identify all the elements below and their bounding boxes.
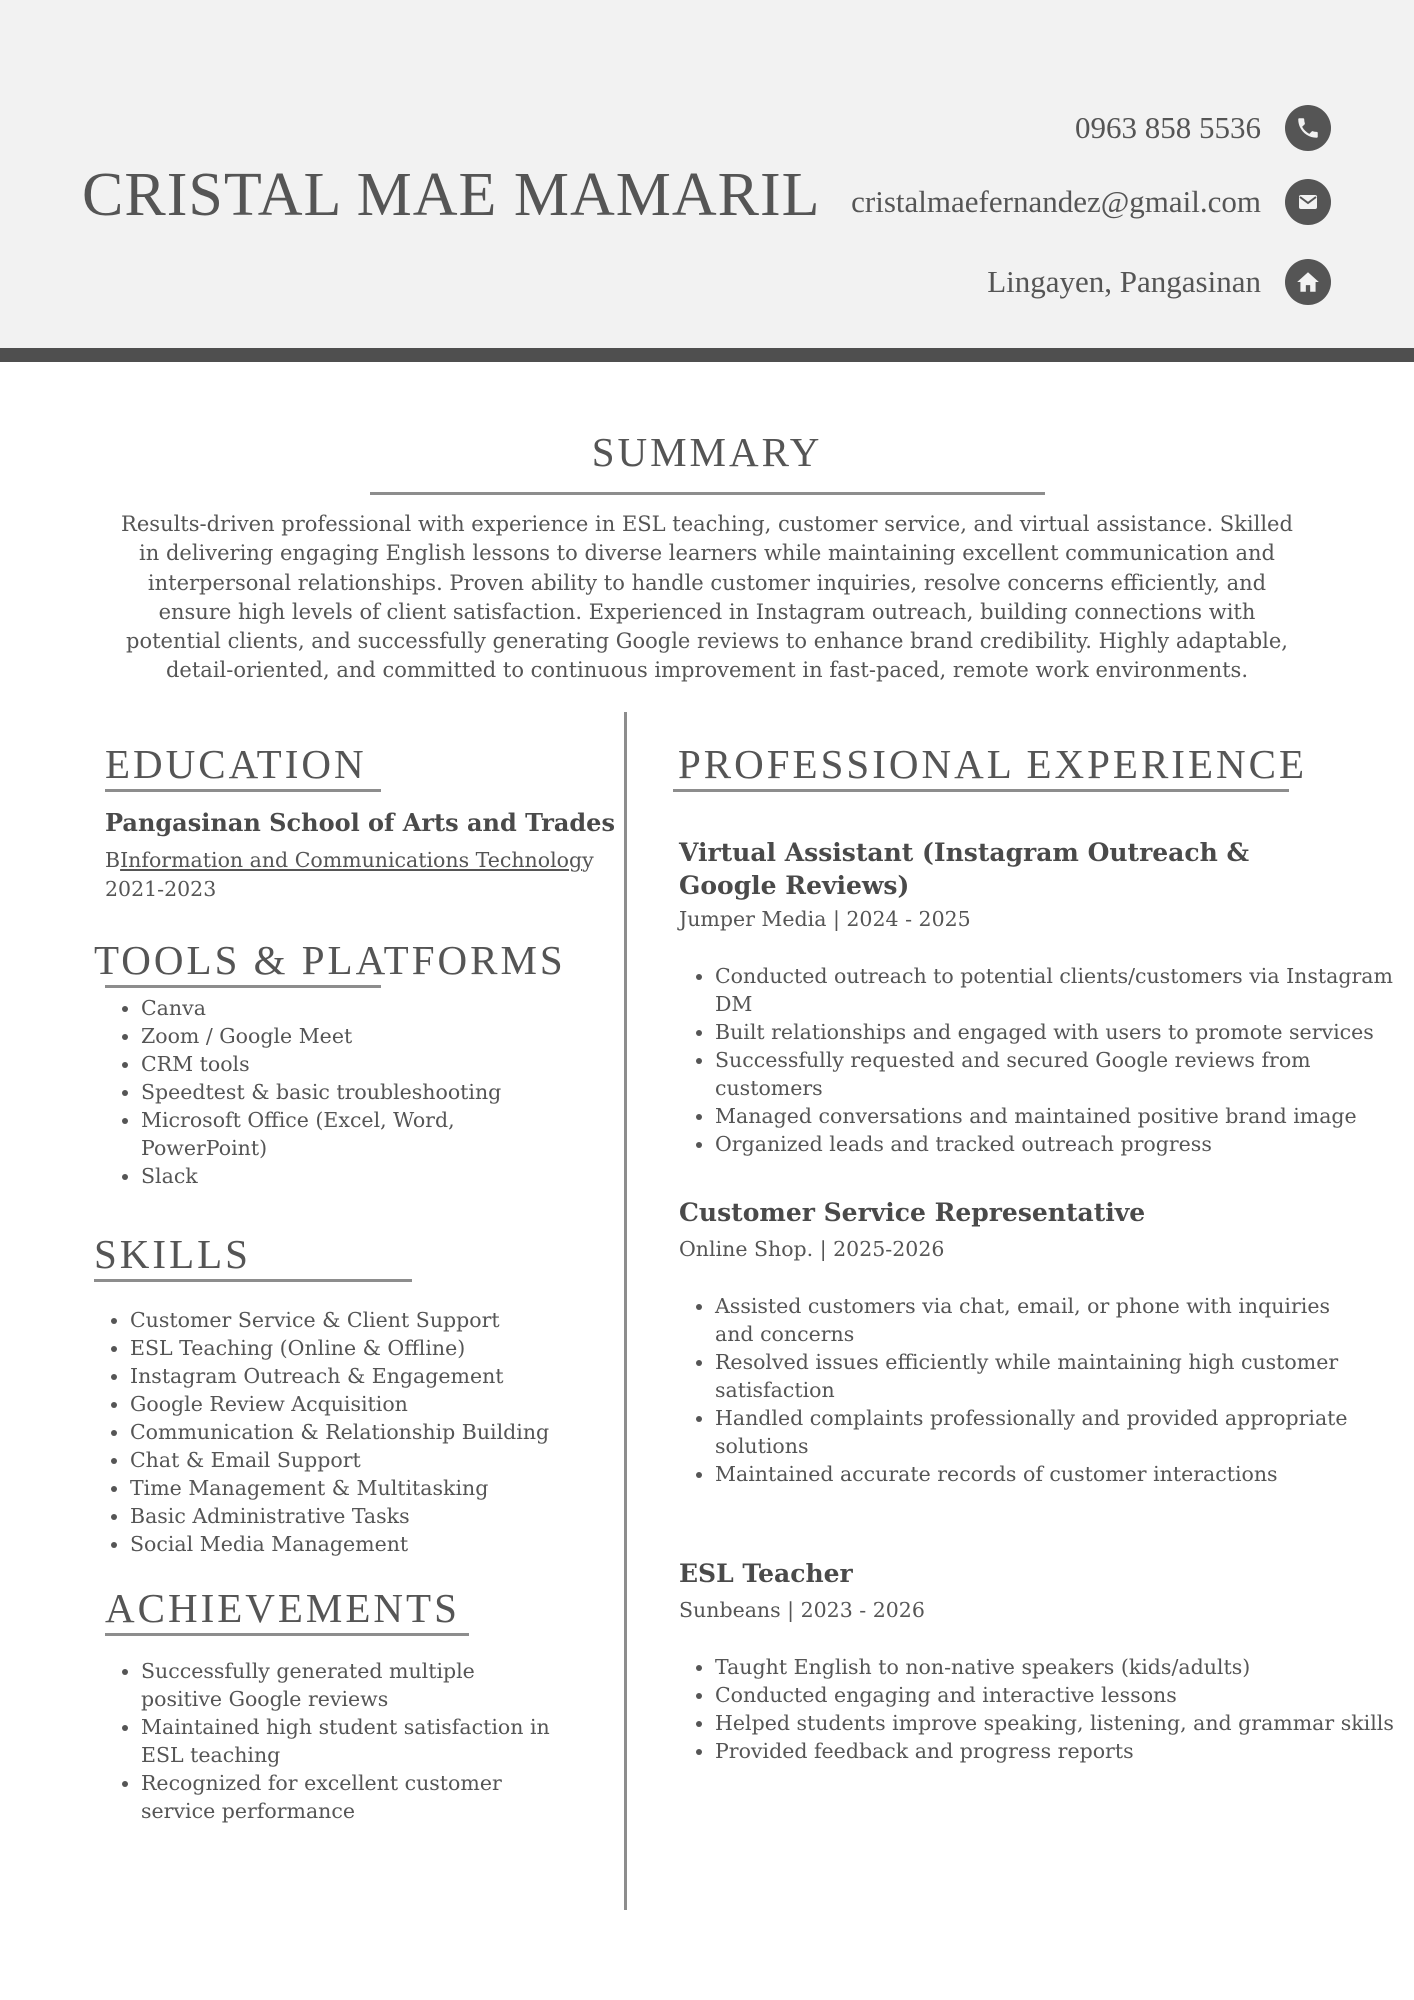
summary-text: Results-driven professional with experience in ESL teaching, customer service, and virtual assistance. Skilled in delivering engaging English lessons to diverse learners while maintaining excellent communication and interpersonal relationships. Proven ability to handle customer inquiries, resolve concerns efficiently, and ensure high levels of client satisfaction. Experienced in Instagram outreach, building connections with potential clients, and successfully generating Google reviews to enhance brand credibility. Highly adaptable, detail-oriented, and committed to continuous improvement in fast-paced, remote work environments.: [121, 512, 1293, 683]
summary-heading: SUMMARY: [591, 429, 823, 475]
list-item: • Managed conversations and maintained positive brand image: [715, 1102, 1395, 1130]
list-item: • Resolved issues efficiently while maintaining high customer satisfaction: [715, 1348, 1375, 1404]
list-item: • CRM tools: [141, 1050, 521, 1078]
achievements-list: [105, 1657, 561, 1825]
contact-email: [0, 177, 1414, 227]
list-item: • Basic Administrative Tasks: [130, 1502, 630, 1530]
degree: [105, 848, 594, 872]
list-item: • Handled complaints professionally and provided appropriate solutions: [715, 1404, 1375, 1460]
list-item: • Instagram Outreach & Engagement: [130, 1362, 630, 1390]
envelope-icon: [1285, 179, 1331, 225]
candidate-name: CRISTAL MAE MAMARIL: [82, 161, 821, 229]
job-company-dates: Jumper Media | 2024 - 2025: [679, 907, 971, 931]
list-item: • Customer Service & Client Support: [130, 1306, 630, 1334]
email-text[interactable]: cristalmaefernandez@gmail.com: [851, 184, 1261, 219]
job-title: Customer Service Representative: [679, 1198, 1146, 1227]
list-item: • Conducted outreach to potential clients/customers via Instagram DM: [715, 962, 1395, 1018]
list-item: • Taught English to non-native speakers (kids/adults): [715, 1653, 1395, 1681]
job-title: Virtual Assistant (Instagram Outreach & Google Reviews): [679, 838, 1250, 900]
location-text: Lingayen, Pangasinan: [987, 264, 1261, 299]
contact-phone: [0, 103, 1414, 153]
list-item: • Helped students improve speaking, listening, and grammar skills: [715, 1709, 1395, 1737]
experience-underline: [673, 789, 1289, 792]
list-item: • ESL Teaching (Online & Offline): [130, 1334, 630, 1362]
list-item: • Provided feedback and progress reports: [715, 1737, 1395, 1765]
experience-heading: PROFESSIONAL EXPERIENCE: [678, 741, 1308, 787]
list-item: • Zoom / Google Meet: [141, 1022, 521, 1050]
degree-suffix: y: [582, 848, 594, 872]
list-item: • Recognized for excellent customer service performance: [141, 1769, 561, 1825]
education-underline: [105, 789, 381, 792]
contact-location: [0, 257, 1414, 307]
skills-list: [94, 1306, 630, 1558]
list-item: • Conducted engaging and interactive lessons: [715, 1681, 1395, 1709]
job-bullets: [679, 962, 1395, 1158]
degree-prefix: B: [105, 848, 121, 872]
achievements-heading: ACHIEVEMENTS: [105, 1585, 460, 1631]
achievements-underline: [105, 1633, 469, 1636]
education-years: 2021-2023: [105, 877, 217, 901]
list-item: • Built relationships and engaged with users to promote services: [715, 1018, 1395, 1046]
education-heading: EDUCATION: [105, 741, 367, 787]
phone-icon: [1285, 105, 1331, 151]
list-item: • Organized leads and tracked outreach progress: [715, 1130, 1395, 1158]
skills-underline: [94, 1279, 412, 1282]
home-icon: [1285, 259, 1331, 305]
list-item: • Assisted customers via chat, email, or phone with inquiries and concerns: [715, 1292, 1375, 1348]
list-item: • Microsoft Office (Excel, Word, PowerPoint): [141, 1106, 521, 1162]
job-company-dates: Online Shop. | 2025-2026: [679, 1237, 945, 1261]
skills-heading: SKILLS: [94, 1231, 251, 1277]
tools-underline: [105, 985, 381, 988]
job-bullets: [679, 1292, 1375, 1488]
list-item: • Google Review Acquisition: [130, 1390, 630, 1418]
list-item: • Chat & Email Support: [130, 1446, 630, 1474]
list-item: • Speedtest & basic troubleshooting: [141, 1078, 521, 1106]
list-item: • Communication & Relationship Building: [130, 1418, 630, 1446]
tools-list: [105, 994, 521, 1190]
list-item: • Canva: [141, 994, 521, 1022]
degree-underlined: Information and Communications Technolog: [120, 848, 583, 872]
summary-underline: [370, 492, 1045, 495]
list-item: • Successfully generated multiple positive Google reviews: [141, 1657, 561, 1713]
school-name: Pangasinan School of Arts and Trades: [105, 808, 615, 837]
job-title: ESL Teacher: [679, 1559, 853, 1588]
job-bullets: [679, 1653, 1395, 1765]
list-item: • Slack: [141, 1162, 521, 1190]
phone-text[interactable]: 0963 858 5536: [1075, 110, 1261, 145]
list-item: • Maintained accurate records of customer interactions: [715, 1460, 1375, 1488]
list-item: • Successfully requested and secured Google reviews from customers: [715, 1046, 1395, 1102]
list-item: • Time Management & Multitasking: [130, 1474, 630, 1502]
tools-heading: TOOLS & PLATFORMS: [94, 937, 566, 983]
list-item: • Maintained high student satisfaction in ESL teaching: [141, 1713, 561, 1769]
header-divider-bar: [0, 348, 1414, 362]
list-item: • Social Media Management: [130, 1530, 630, 1558]
job-company-dates: Sunbeans | 2023 - 2026: [679, 1598, 925, 1622]
